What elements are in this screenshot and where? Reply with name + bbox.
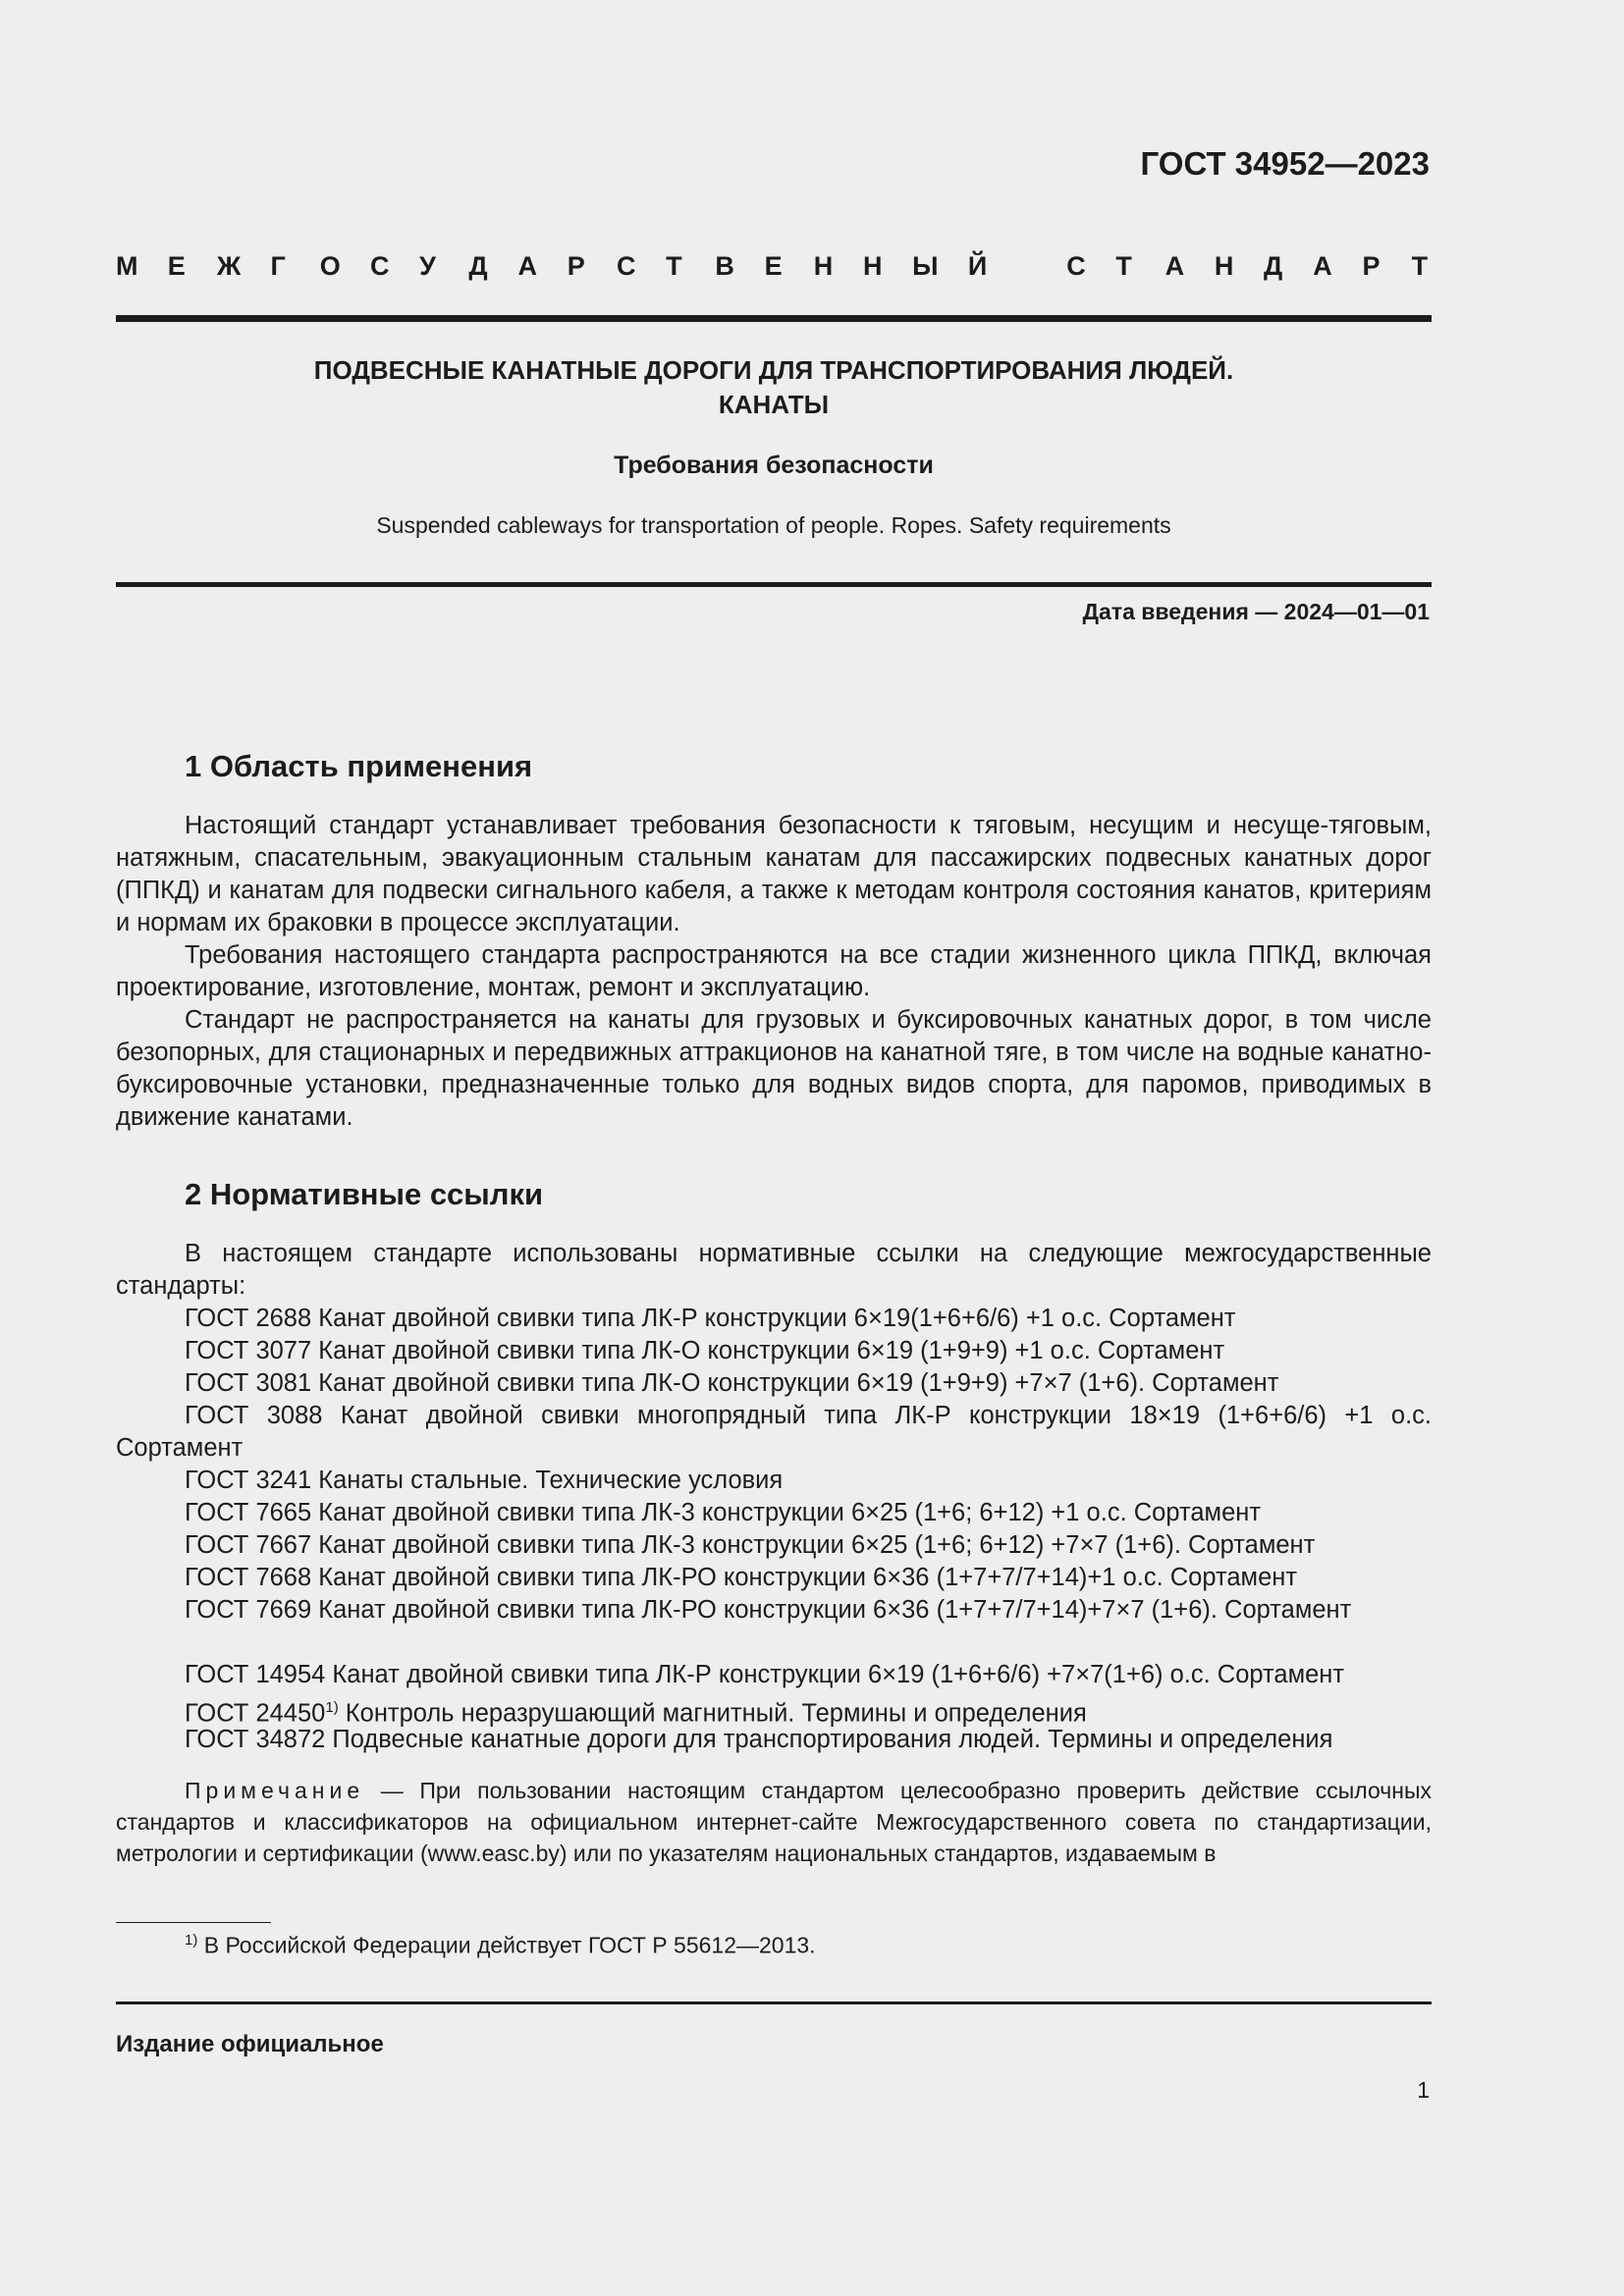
reference-item: ГОСТ 3077 Канат двойной свивки типа ЛК-О конструкции 6×19 (1+9+9) +1 о.с. Сортамент <box>185 1337 1225 1364</box>
heading-letter: Ж <box>216 251 242 281</box>
document-title <box>116 353 1432 422</box>
footnote-marker: 1) <box>185 1932 198 1949</box>
heading-letter: С <box>369 251 390 281</box>
heading-letter: В <box>715 251 734 281</box>
letter-gap <box>1017 251 1037 282</box>
reference-item: ГОСТ 7668 Канат двойной свивки типа ЛК-РО конструкции 6×36 (1+7+7/7+14)+1 о.с. Сортамент <box>185 1564 1298 1591</box>
heading-letter: Т <box>1115 251 1132 281</box>
document-subtitle: Требования безопасности <box>614 452 934 479</box>
standard-type-heading <box>116 251 1432 282</box>
reference-item: ГОСТ 14954 Канат двойной свивки типа ЛК-Р конструкции 6×19 (1+6+6/6) +7×7(1+6) о.с. Сортамент <box>185 1661 1345 1688</box>
reference-text: Контроль неразрушающий магнитный. Термины и определения <box>338 1699 1087 1728</box>
footer-rule <box>116 2002 1432 2004</box>
title-line-2: КАНАТЫ <box>718 390 830 419</box>
heading-letter: С <box>616 251 636 281</box>
section-1-paragraph-1: Настоящий стандарт устанавливает требования безопасности к тяговым, несущим и несуще-тяговым, натяжным, спасательным, эвакуационным стальным канатам для пассажирских подвесных канатных дорог (ППКД) и канатам для подвески сигнального кабеля, а также к методам контроля состояния канатов, критериям и нормам их браковки в процессе эксплуатации. <box>116 812 1432 936</box>
heading-letter: Т <box>666 251 682 281</box>
heading-letter: Е <box>764 251 783 281</box>
heading-letter: У <box>419 251 436 281</box>
reference-item: ГОСТ 34872 Подвесные канатные дороги для транспортирования людей. Термины и определения <box>185 1726 1333 1753</box>
footnote <box>185 1932 816 1959</box>
heading-letter: Е <box>167 251 186 281</box>
footnote-text: В Российской Федерации действует ГОСТ Р 55612—2013. <box>197 1932 816 1958</box>
heading-letter: Г <box>270 251 286 281</box>
reference-item: ГОСТ 7667 Канат двойной свивки типа ЛК-3 конструкции 6×25 (1+6; 6+12) +7×7 (1+6). Сортамент <box>185 1531 1316 1559</box>
footnote-separator <box>116 1922 271 1923</box>
section-1-paragraph-2: Требования настоящего стандарта распространяются на все стадии жизненного цикла ППКД, включая проектирование, изготовление, монтаж, ремонт и эксплуатацию. <box>116 941 1432 1001</box>
page-number: 1 <box>1417 2077 1430 2103</box>
note <box>116 1775 1432 1869</box>
heading-letter: С <box>1066 251 1086 281</box>
title-line-1: ПОДВЕСНЫЕ КАНАТНЫЕ ДОРОГИ ДЛЯ ТРАНСПОРТИРОВАНИЯ ЛЮДЕЙ. <box>313 355 1234 385</box>
reference-item: ГОСТ 2688 Канат двойной свивки типа ЛК-Р конструкции 6×19(1+6+6/6) +1 о.с. Сортамент <box>185 1305 1236 1332</box>
heading-letter: Н <box>862 251 883 281</box>
note-text: — При пользовании настоящим стандартом целесообразно проверить действие ссылочных стандартов и классификаторов на официальном интернет-сайте Межгосударственного совета по стандартизации, метрологии и сертификации (www.easc.by) или по указателям национальных стандартов, издаваемым в <box>116 1778 1432 1866</box>
doc-number: ГОСТ 34952—2023 <box>1140 145 1430 182</box>
heading-letter: Й <box>967 251 988 281</box>
heading-letter: Ы <box>912 251 939 281</box>
reference-item: ГОСТ 3088 Канат двойной свивки многопрядный типа ЛК-Р конструкции 18×19 (1+6+6/6) +1 о.с. Сортамент <box>116 1402 1432 1462</box>
edition-label: Издание официальное <box>116 2031 384 2057</box>
reference-code: ГОСТ 24450 <box>185 1699 326 1728</box>
top-rule <box>116 315 1432 322</box>
heading-letter: О <box>319 251 341 281</box>
reference-item: ГОСТ 7665 Канат двойной свивки типа ЛК-3 конструкции 6×25 (1+6; 6+12) +1 о.с. Сортамент <box>185 1499 1262 1526</box>
heading-letter: А <box>1313 251 1332 281</box>
reference-item: ГОСТ 3241 Канаты стальные. Технические условия <box>185 1467 784 1494</box>
heading-letter: А <box>517 251 538 281</box>
heading-letter: Н <box>813 251 834 281</box>
english-title: Suspended cableways for transportation of people. Ropes. Safety requirements <box>376 512 1171 538</box>
heading-letter: Т <box>1411 251 1429 281</box>
note-label: Примечание <box>185 1778 365 1803</box>
section-1-paragraph-3: Стандарт не распространяется на канаты для грузовых и буксировочных канатных дорог, в том числе безопорных, для стационарных и передвижных аттракционов на канатной тяге, в том числе на водные канатно-буксировочные установки, предназначенные только для водных видов спорта, для паромов, приводимых в движение канатами. <box>116 1006 1432 1131</box>
section-2-heading: 2 Нормативные ссылки <box>185 1177 544 1211</box>
title-bottom-rule <box>116 582 1432 587</box>
heading-letter: А <box>1164 251 1185 281</box>
heading-letter: Р <box>567 251 585 281</box>
intro-date: Дата введения — 2024—01—01 <box>1082 599 1430 624</box>
reference-item: ГОСТ 7669 Канат двойной свивки типа ЛК-РО конструкции 6×36 (1+7+7/7+14)+7×7 (1+6). Сортамент <box>185 1596 1352 1624</box>
section-1-heading: 1 Область применения <box>185 749 533 783</box>
heading-letter: Д <box>1264 251 1283 281</box>
heading-letter: Р <box>1362 251 1380 281</box>
heading-letter: М <box>116 251 138 281</box>
heading-letter: Д <box>468 251 488 281</box>
footnote-marker: 1) <box>325 1699 339 1716</box>
heading-letter: Н <box>1214 251 1234 281</box>
reference-item: ГОСТ 3081 Канат двойной свивки типа ЛК-О конструкции 6×19 (1+9+9) +7×7 (1+6). Сортамент <box>185 1369 1279 1397</box>
section-2-intro: В настоящем стандарте использованы нормативные ссылки на следующие межгосударственные стандарты: <box>116 1240 1432 1300</box>
